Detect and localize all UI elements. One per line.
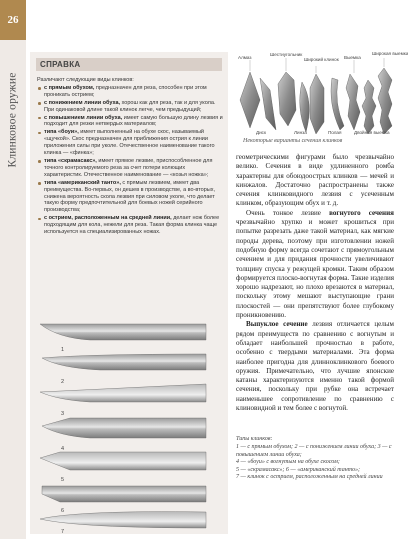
section-diamond-icon — [240, 72, 260, 128]
blade-type-name: типа «американский танто», — [44, 179, 121, 186]
section-hollow-icon — [331, 78, 344, 130]
blade-type-name: типа «скрамасакс», — [44, 157, 97, 164]
body-run: чрезвычайно хрупко и может крошиться при попытке разрезать даже такой материал, как мягкие породы дерева, поэтому при изготовлении ножей подобную форму всегда сочетают с прямоугольным сечением и для придания прочности увеличивают толщину спуска у режущей кромки. Таким образом формируется плоско-вогнутая форма. Такие изделия хорошо надрезают, но плохо врезаются в материал, поскольку этому мешают выступающие грани плоскостей — они препятствуют более глубокому проникновению. — [236, 218, 394, 320]
body-paragraph — [236, 320, 394, 413]
blade-1-icon — [40, 324, 206, 340]
section-wide-blade-icon — [310, 74, 324, 134]
label-disk: Диск — [256, 130, 266, 135]
cross-sections-illustration — [236, 52, 394, 136]
types-heading: Типы клинков: — [236, 436, 273, 442]
body-run: лезвия отличается целым рядом преимуществ по сравнению с вогнутым и обладает наибольшей прочностью в работе, особенно с твердыми материалами. Эта форма наиболее пригодна для длинноклинкового боевого оружия. Примечательно, что лучшие японские катаны характеризуются именно такой формой сечения, поскольку при рубке она встречает наименьшее сопротивление по сравнению с клиновидной и тем более с вогнутой. — [236, 320, 394, 413]
blade-3-icon — [40, 384, 206, 402]
blade-type-item — [37, 180, 223, 215]
section-double-groove-icon — [362, 80, 376, 134]
blade-type-name: с повышением линии обуха, — [44, 114, 123, 121]
blade-type-item — [37, 100, 223, 114]
blade-type-item — [37, 85, 223, 99]
label-hollow: Полая — [328, 130, 342, 135]
section-disk-icon — [260, 78, 276, 130]
body-run: геометрическими фигурами было чрезвычайно велико. Сечения в виде удлиненного ромба характерны для обоюдоострых клинков — мечей и кинжалов. Достаточно распространены также сечения клинковидного лезвия с усеченным клинком, образующим обух и т. д. — [236, 153, 394, 208]
blade-type-description: предназначен для реза, способен при этом проникать острием; — [44, 84, 207, 98]
types-line-4: 7 — клинок с острием, расположенным на средней линии — [236, 474, 383, 481]
sidebar-body — [37, 77, 223, 237]
body-paragraph — [236, 153, 394, 209]
blade-number-6: 6 — [61, 508, 65, 514]
section-wide-groove-icon — [378, 68, 392, 134]
body-run: Очень тонкое лезвие — [246, 208, 330, 217]
body-term: вогнутого сечения — [329, 208, 394, 217]
section-hexagon-icon — [278, 72, 296, 126]
blade-type-description: хорош как для реза, так и для укола. При одинаковой длине такой клинок легче, чем предыдущий; — [44, 99, 216, 113]
blade-type-description: имеет выполненный на обухе скос, называемый «щучкой». Скос предназначен для приближения острия к линии приложения силы при уколе. Отечественное наименование такого клинка — «финка»; — [44, 129, 215, 157]
label-groove: Выемка — [344, 55, 361, 60]
blade-number-2: 2 — [61, 379, 65, 385]
running-title-text: Клинковое оружие — [7, 72, 20, 168]
blade-type-description: имеет самую большую длину лезвия и подходит для резки нетвердых материалов; — [44, 114, 223, 128]
blade-profiles-panel — [30, 314, 228, 534]
blade-types-legend — [236, 436, 394, 481]
label-lens: Линза — [294, 130, 307, 135]
body-text — [236, 153, 394, 413]
blade-number-3: 3 — [61, 411, 65, 417]
blade-type-name: с понижением линии обуха, — [44, 99, 121, 106]
label-wide-blade: Широкий клинок — [304, 57, 339, 62]
label-double-groove: Двойная выемка — [354, 130, 390, 135]
section-lens-icon — [300, 82, 309, 132]
blade-type-name: с прямым обухом, — [44, 84, 95, 91]
cross-section-figure — [236, 51, 408, 136]
body-term: Выпуклое сечение — [246, 320, 308, 329]
blade-type-description: имеет прямое лезвие, приспособленное для точного контролируемого реза за счет потери колющих характеристик. Отечественное наименование — «козья ножка»; — [44, 157, 213, 178]
blade-type-item — [37, 115, 223, 129]
types-line-1: 1 — с прямым обухом; 2 — с понижением линии обуха; 3 — с повышением линии обуха; — [236, 444, 392, 458]
types-line-3: 5 — «скрамасакс»; 6 — «американский танто»; — [236, 466, 361, 473]
blade-6-icon — [42, 486, 206, 502]
blade-number-1: 1 — [61, 347, 65, 353]
blade-number-7: 7 — [61, 529, 65, 535]
label-diamond: Алмаз — [238, 55, 252, 60]
blade-types-list — [37, 85, 223, 236]
page-number: 26 — [0, 0, 26, 40]
blade-7-icon — [40, 512, 206, 528]
blade-2-icon — [42, 354, 206, 370]
sidebar-title: СПРАВКА — [36, 58, 222, 71]
blade-type-item — [37, 129, 223, 157]
label-hexagon: Шестиугольник — [270, 52, 303, 57]
section-groove-icon — [346, 74, 360, 130]
blade-4-icon — [42, 418, 206, 438]
sidebar-intro: Различают следующие виды клинков: — [37, 77, 134, 83]
blade-type-name: типа «боуи», — [44, 129, 79, 136]
reference-sidebar — [30, 52, 228, 534]
blade-number-4: 4 — [61, 446, 65, 452]
blade-type-item — [37, 158, 223, 179]
blade-type-description: делает нож более подходящим для кола, нежели для реза. Такая форма клинка чаще используется на специализированных ножах. — [44, 215, 220, 236]
blade-number-5: 5 — [61, 477, 65, 483]
blade-type-name: с острием, расположенным на средней линии, — [44, 215, 172, 222]
body-paragraph — [236, 209, 394, 321]
figure-caption: Некоторые варианты сечения клинков — [243, 138, 343, 144]
running-title — [4, 50, 22, 190]
blade-type-description: с прямым лезвием, имеет два преимущества. Во-первых, он дешев в производстве, а во-вторых, снижена вероятность скола лезвия при силовом уколе, что делает такую форму предпочтительной для боевых ножей серийного производства; — [44, 179, 216, 214]
types-line-2: 4 — «боуи» с вогнутым на обухе скосом; — [236, 459, 340, 466]
blade-profiles-illustration — [30, 314, 228, 534]
label-wide-groove: Широкая выемка — [372, 51, 408, 56]
blade-5-icon — [40, 452, 206, 470]
blade-type-item — [37, 215, 223, 236]
